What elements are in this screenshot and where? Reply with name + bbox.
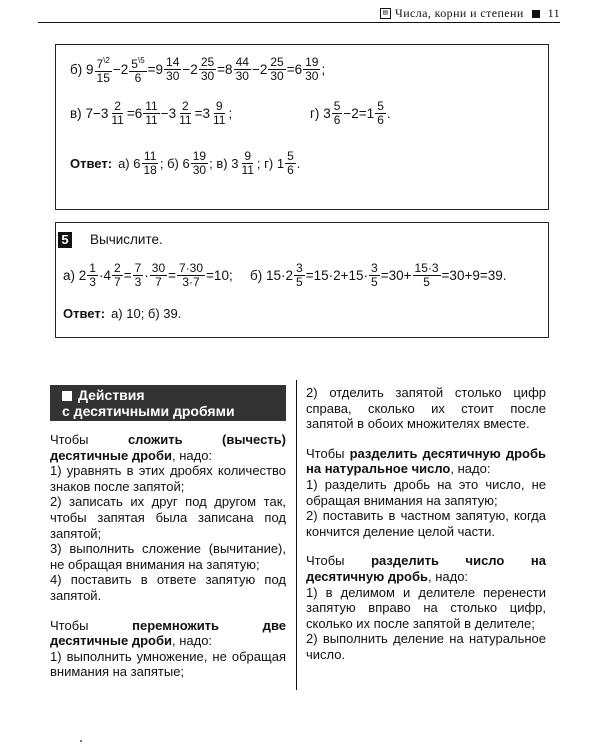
header-title: Числа, корни и степени <box>395 6 524 20</box>
fraction: $\frac{11}{18}$ <box>143 149 157 177</box>
fraction: $\frac{9}{11}$ <box>241 149 254 177</box>
list-item: 1) разделить дробь на это число, не обращая внимания на запятую; <box>306 476 546 508</box>
fraction: $\frac{1}{3}$ <box>89 261 96 289</box>
list-item: 2) поставить в частном запятую, когда кончится деление целой части. <box>306 508 546 539</box>
book-icon: ▤ <box>380 8 391 19</box>
list-item: 1) уравнять в этих дробях количество знаков после запятой; <box>50 463 286 494</box>
fraction: $\frac{5^{\backslash 5}}{6}$ <box>131 56 145 85</box>
fraction: $\frac{11}{11}$ <box>145 99 158 127</box>
fraction: $\frac{2}{7}$ <box>114 261 121 289</box>
fraction: $\frac{3}{5}$ <box>296 261 303 289</box>
fraction: $\frac{3}{5}$ <box>371 261 378 289</box>
answer-text: а) 10; б) 39. <box>111 306 182 321</box>
list-item: 4) поставить в ответе запятую под запятой. <box>50 572 286 603</box>
rule-divide-by-natural: Чтобы разделить десятичную дробь на натуральное число, надо: 1) разделить дробь на это число, не обращая внимания на запятую; 2) поставить в частном запятую, когда кончится деление целой части. <box>306 445 546 539</box>
list-item: 2) отделить запятой столько цифр справа, сколько их стоит после запятой в обоих множителях вместе. <box>306 385 546 432</box>
answer-line-4: Ответ: а) 6 $\frac{11}{18}$ ; б) 6 $\frac{19}{30}$ ; в) 3 $\frac{9}{11}$ ; г) 1 $\frac{5}{6}$ . <box>70 149 301 177</box>
fraction: $\frac{25}{30}$ <box>200 55 215 83</box>
section-heading: Действия с десятичными дробями <box>50 385 286 421</box>
fraction: $\frac{9}{11}$ <box>212 99 226 127</box>
fraction: $\frac{19}{30}$ <box>305 55 319 83</box>
fraction: $\frac{14}{30}$ <box>166 55 180 83</box>
fraction: $\frac{19}{30}$ <box>192 149 207 177</box>
fraction: $\frac{2}{11}$ <box>111 99 124 127</box>
list-item: 3) выполнить сложение (вычитание), не обращая внимания на запятую; <box>50 541 286 572</box>
expr-b: б) 9 $\frac{7^{\backslash 2}}{15}$ −2 $\frac{5^{\backslash 5}}{6}$ =9 $\frac{14}{30}$ −2 $\frac{25}{30}$ =8 $\frac{44}{30}$ −2 $\frac{25}{30}$ =6 $\frac{19}{30}$ ; <box>70 55 326 85</box>
square-bullet-icon <box>62 391 72 401</box>
rule-add-subtract: Чтобы сложить (вычесть) десятичные дроби, надо: 1) уравнять в этих дробях количество знаков после запятой; 2) записать их друг под другом так, чтобы запятая была записана под запятой; 3) выполнить сложение (вычитание), не обращая внимания на запятую; 4) поставить в ответе запятую под запятой. <box>50 432 286 603</box>
fraction: $\frac{2}{11}$ <box>179 99 192 127</box>
right-column <box>306 385 546 677</box>
left-column <box>50 432 286 694</box>
rule-multiply: Чтобы перемножить две десятичные дроби, надо: 1) выполнить умножение, не обращая внимания на запятые; <box>50 617 286 680</box>
expr-v: в) 7−3 $\frac{2}{11}$ =6 $\frac{11}{11}$ −3 $\frac{2}{11}$ =3 $\frac{9}{11}$ ; <box>70 99 233 127</box>
answer-line-5 <box>63 306 181 321</box>
list-item: 2) записать их друг под другом так, чтобы запятая была записана под запятой; <box>50 494 286 541</box>
fraction: $\frac{25}{30}$ <box>270 55 284 83</box>
fraction: $\frac{5}{6}$ <box>377 99 384 127</box>
list-item: 1) в делимом и делителе перенести запятую вправо на столько цифр, сколько их после запятой в делителе; <box>306 584 546 631</box>
fraction: $\frac{7}{3}$ <box>134 261 142 289</box>
page-number: 11 <box>547 6 560 20</box>
fraction: $\frac{7\cdot 30}{3\cdot 7}$ <box>179 261 204 289</box>
expr-5b: б) 15·2 $\frac{3}{5}$ =15·2+15· $\frac{3}{5}$ =30+ $\frac{15\cdot 3}{5}$ =30+9=39. <box>250 261 507 289</box>
header-square-icon <box>532 10 540 18</box>
expr-g: г) 3 $\frac{5}{6}$ −2=1 $\frac{5}{6}$ . <box>310 99 391 127</box>
rule-divide-by-decimal: Чтобы разделить число на десятичную дробь, надо: 1) в делимом и делителе перенести запятую вправо на столько цифр, сколько их после запятой в делителе; 2) выполнить деление на натуральное число. <box>306 553 546 662</box>
answer-label: Ответ: <box>70 156 113 171</box>
task-prompt: Вычислите. <box>90 232 163 247</box>
header-rule <box>38 22 560 23</box>
fraction: $\frac{30}{7}$ <box>151 261 166 289</box>
fraction: $\frac{7^{\backslash 2}}{15}$ <box>96 56 110 85</box>
expr-5a: а) 2 $\frac{1}{3}$ ·4 $\frac{2}{7}$ = $\frac{7}{3}$ · $\frac{30}{7}$ = $\frac{7\cdot 30}{3\cdot 7}$ =10; <box>63 261 233 289</box>
answer-label: Ответ: <box>63 306 106 321</box>
column-divider <box>296 380 297 690</box>
fraction: $\frac{44}{30}$ <box>235 55 249 83</box>
fraction: $\frac{15\cdot 3}{5}$ <box>414 261 439 289</box>
page-speck <box>80 740 82 742</box>
running-header <box>380 6 560 21</box>
rule-multiply-continued <box>306 385 546 432</box>
list-item: 2) выполнить деление на натуральное число. <box>306 631 546 662</box>
fraction: $\frac{5}{6}$ <box>333 99 341 127</box>
fraction: $\frac{5}{6}$ <box>287 149 294 177</box>
task-number-badge: 5 <box>58 232 72 248</box>
list-item: 1) выполнить умножение, не обращая внимания на запятые; <box>50 648 286 680</box>
